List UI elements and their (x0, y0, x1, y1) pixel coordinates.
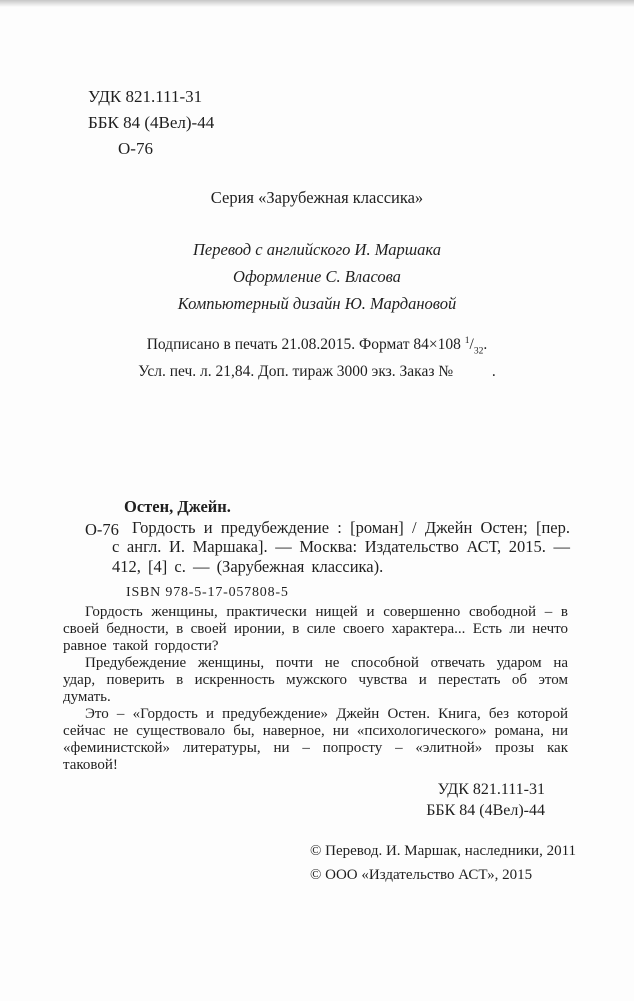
bbk-code: ББК 84 (4Вел)-44 (88, 113, 215, 132)
author-sign-code: О-76 (118, 139, 153, 158)
design-credit: Оформление С. Власова (233, 267, 401, 286)
print-info-line1 (0, 330, 634, 361)
isbn-number: ISBN 978-5-17-057808-5 (126, 585, 289, 600)
format-fraction-numerator: 1 (464, 335, 470, 346)
bottom-udk-code: УДК 821.111-31 (437, 781, 545, 798)
copyright-publisher-line: © ООО «Издательство АСТ», 2015 (310, 866, 533, 883)
catalog-card (85, 497, 570, 603)
annotation-paragraph-prejudice: Предубеждение женщины, почти не способной отвечать ударом на удар, поверить в искренность мужского чувства и перестать об этом думать. (63, 655, 568, 705)
card-author: Остен, Джейн. (124, 497, 231, 516)
series-line: Серия «Зарубежная классика» (210, 188, 424, 207)
print-info-line1-period: . (483, 336, 488, 354)
scan-edge-artifact (0, 0, 634, 7)
card-author-sign: О-76 (85, 520, 119, 539)
computer-design-credit: Компьютерный дизайн Ю. Мардановой (177, 294, 457, 313)
copyright-block (310, 840, 576, 887)
top-bibliographic-codes (88, 84, 214, 162)
translator-credit: Перевод с английского И. Маршака (193, 240, 441, 259)
annotation-block (63, 604, 568, 774)
bottom-bbk-code: ББК 84 (4Вел)-44 (426, 802, 545, 819)
udk-code: УДК 821.111-31 (88, 87, 203, 106)
print-info-line2: Усл. печ. л. 21,84. Доп. тираж 3000 экз. Заказ № . (138, 363, 496, 381)
annotation-paragraph-summary: Это – «Гордость и предубеждение» Джейн Остен. Книга, без которой сейчас не существовало бы, наверное, ни «психологического» романа, ни «феминистской» литературы, ни – попросту – «элитной» прозы как таковой! (63, 706, 568, 773)
copyright-translation-line: © Перевод. И. Маршак, наследники, 2011 (310, 843, 577, 859)
credits-block (0, 236, 634, 317)
format-fraction-denominator: 32 (473, 345, 484, 357)
card-description: Гордость и предубеждение : [роман] / Джейн Остен; [пер. с англ. И. Маршака]. — Москва: Издательство АСТ, 2015. — 412, [4] с. — (Зарубежная классика). (112, 517, 570, 576)
print-info-block (0, 330, 634, 382)
print-date-format-text: Подписано в печать 21.08.2015. Формат 84×108 (146, 336, 465, 354)
format-fraction-slash: / (469, 336, 474, 354)
annotation-paragraph-pride: Гордость женщины, практически нищей и совершенно свободной – в своей бедности, в своей иронии, в силе своего характера... Есть ли нечто равное такой гордости? (63, 604, 568, 654)
bottom-bibliographic-codes (426, 779, 545, 821)
